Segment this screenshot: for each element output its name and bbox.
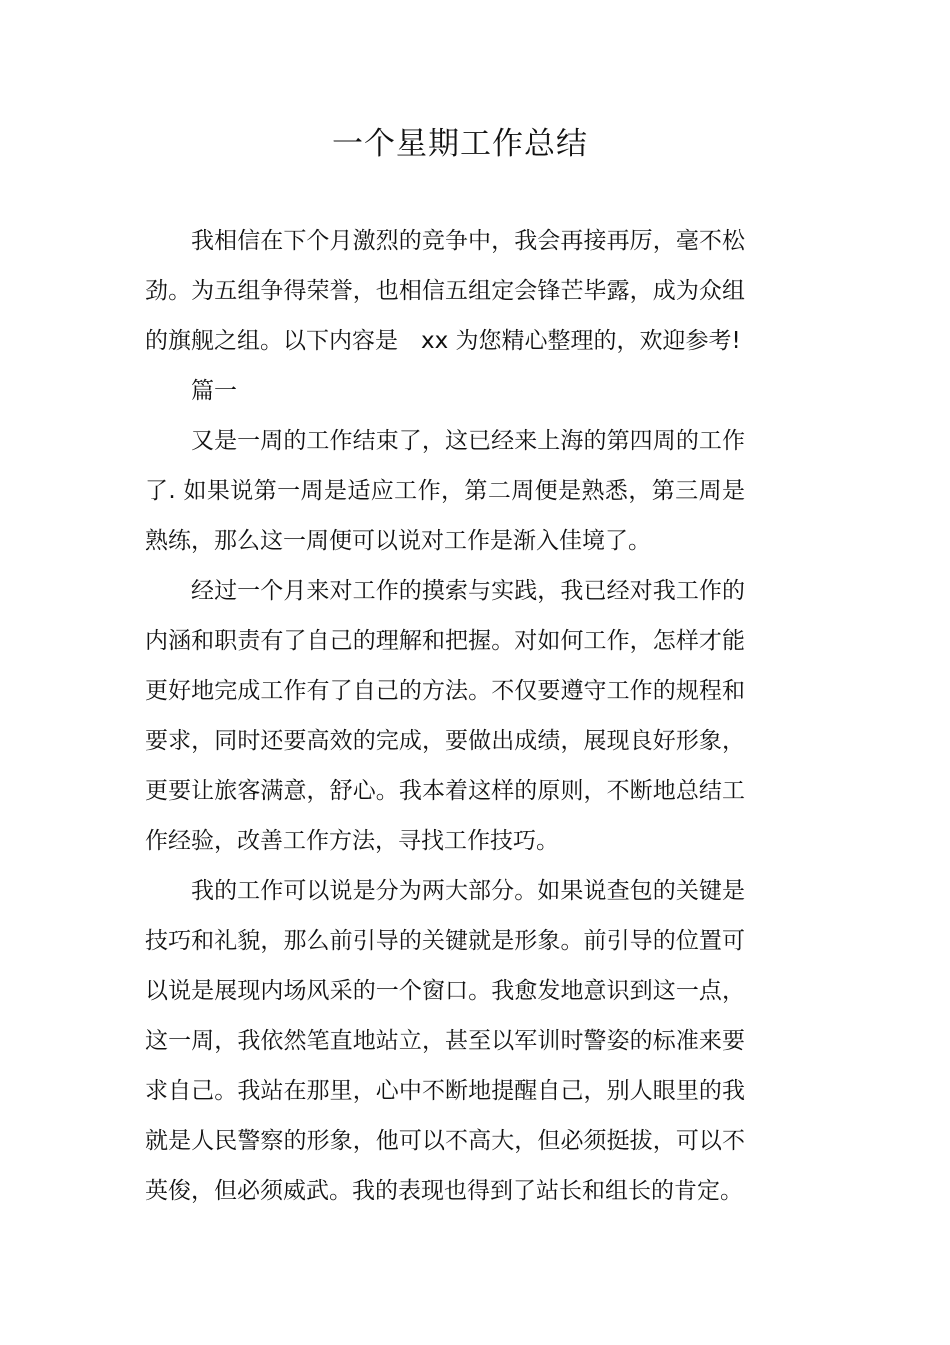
paragraph-experience: 经过一个月来对工作的摸索与实践，我已经对我工作的内涵和职责有了自己的理解和把握。对如何工作，怎样才能更好地完成工作有了自己的方法。不仅要遵守工作的规程和要求，同时还要高效的完成，要做出成绩，展现良好形象，更要让旅客满意，舒心。我本着这样的原则，不断地总结工作经验，改善工作方法，寻找工作技巧。 [145, 578, 745, 854]
document-body [145, 216, 745, 1216]
paragraph-work-parts: 我的工作可以说是分为两大部分。如果说查包的关键是技巧和礼貌，那么前引导的关键就是形象。前引导的位置可以说是展现内场风采的一个窗口。我愈发地意识到这一点，这一周，我依然笔直地站立，甚至以军训时警姿的标准来要求自己。我站在那里，心中不断地提醒自己，别人眼里的我就是人民警察的形象，他可以不高大，但必须挺拔，可以不英俊，但必须威武。我的表现也得到了站长和组长的肯定。 [145, 878, 745, 1204]
document-title: 一个星期工作总结 [332, 126, 588, 162]
paragraph-intro: 我相信在下个月激烈的竞争中，我会再接再厉，毫不松劲。为五组争得荣誉，也相信五组定会锋芒毕露，成为众组的旗舰之组。以下内容是 xx 为您精心整理的，欢迎参考! [145, 228, 745, 354]
section-heading: 篇一 [191, 378, 237, 404]
paragraph-week-end: 又是一周的工作结束了，这已经来上海的第四周的工作了. 如果说第一周是适应工作，第二周便是熟悉，第三周是熟练，那么这一周便可以说对工作是渐入佳境了。 [145, 428, 745, 554]
